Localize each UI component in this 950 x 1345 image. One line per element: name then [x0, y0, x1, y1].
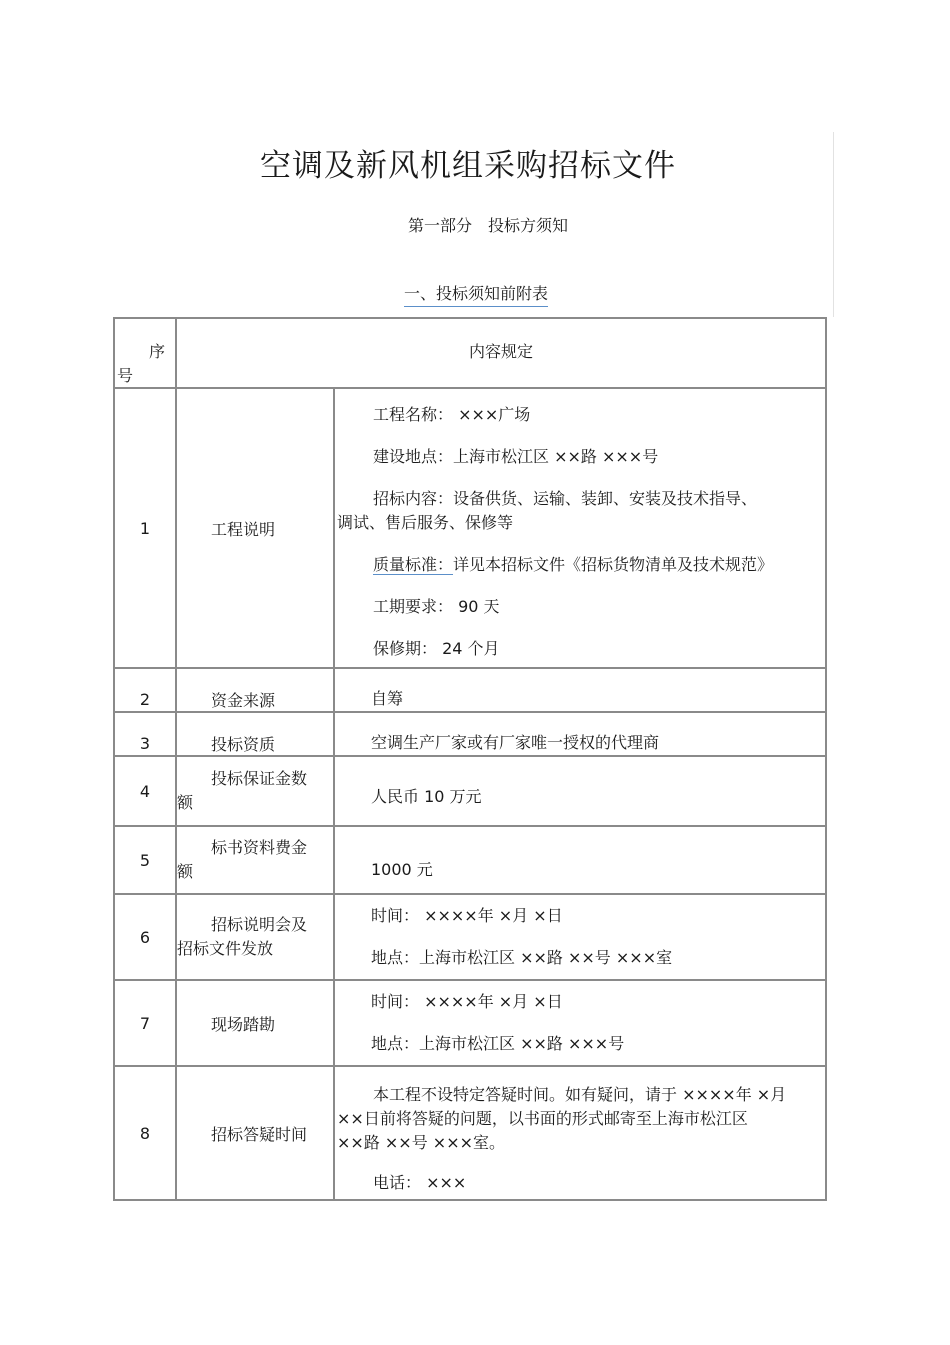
header-seq-1: 序	[149, 342, 166, 361]
header-seq-2: 号	[117, 366, 134, 385]
row-content	[334, 826, 826, 894]
content-line: 1000 元	[371, 860, 433, 879]
row-item	[176, 894, 334, 980]
content-line: 工程名称： ×××广场	[373, 405, 531, 424]
row-content	[334, 894, 826, 980]
row-number: 8	[114, 1066, 176, 1200]
table-row	[114, 1066, 826, 1200]
content-line: 自筹	[371, 689, 404, 708]
document-title: 空调及新风机组采购招标文件	[260, 148, 676, 184]
content-line: 招标内容：设备供货、运输、装卸、安装及技术指导、	[373, 489, 758, 508]
row-item-line: 招标文件发放	[177, 939, 274, 958]
header-seq-cell	[114, 318, 176, 388]
row-content	[334, 1066, 826, 1200]
content-line: 工期要求： 90 天	[373, 597, 500, 616]
row-item: 现场踏勘	[176, 980, 334, 1066]
quality-label: 质量标准：	[373, 555, 454, 574]
row-item-line: 投标保证金数	[211, 769, 308, 788]
content-line: ××路 ××号 ×××室。	[337, 1133, 506, 1152]
section-title: 一、投标须知前附表	[404, 281, 548, 307]
content-line: 时间： ××××年 ×月 ×日	[371, 906, 563, 925]
row-content	[334, 756, 826, 826]
row-number: 6	[114, 894, 176, 980]
table-header-row	[114, 318, 826, 388]
row-content	[334, 668, 826, 712]
content-line: 时间： ××××年 ×月 ×日	[371, 992, 563, 1011]
content-line: 调试、售后服务、保修等	[337, 513, 514, 532]
row-number: 5	[114, 826, 176, 894]
part-title: 第一部分 投标方须知	[407, 216, 568, 235]
row-number: 2	[114, 668, 176, 712]
content-line: ××日前将答疑的问题，以书面的形式邮寄至上海市松江区	[337, 1109, 748, 1128]
row-item: 招标答疑时间	[176, 1066, 334, 1200]
content-line: 保修期： 24 个月	[373, 639, 500, 658]
content-line: 地点：上海市松江区 ××路 ××号 ×××室	[371, 948, 673, 967]
header-content-cell: 内容规定	[176, 318, 826, 388]
content-line: 空调生产厂家或有厂家唯一授权的代理商	[371, 733, 660, 752]
content-line: 电话： ×××	[373, 1173, 467, 1192]
content-line: 本工程不设特定答疑时间。如有疑问，请于 ××××年 ×月	[373, 1085, 787, 1104]
table-row	[114, 980, 826, 1066]
table-row	[114, 668, 826, 712]
row-item-line: 额	[177, 793, 194, 812]
row-content	[334, 388, 826, 668]
quality-value: 详见本招标文件《招标货物清单及技术规范》	[453, 555, 774, 574]
table-row	[114, 826, 826, 894]
content-line-quality	[337, 553, 825, 577]
row-number: 3	[114, 712, 176, 756]
table-row	[114, 894, 826, 980]
table-row	[114, 712, 826, 756]
row-item	[176, 826, 334, 894]
row-number: 1	[114, 388, 176, 668]
row-content	[334, 712, 826, 756]
table-row	[114, 388, 826, 668]
content-line: 地点：上海市松江区 ××路 ×××号	[371, 1034, 625, 1053]
row-item	[176, 756, 334, 826]
content-line: 建设地点：上海市松江区 ××路 ×××号	[373, 447, 659, 466]
row-number: 4	[114, 756, 176, 826]
row-item: 工程说明	[176, 388, 334, 668]
row-item-line: 标书资料费金	[211, 838, 308, 857]
table-row	[114, 756, 826, 826]
row-item: 投标资质	[176, 712, 334, 756]
row-number: 7	[114, 980, 176, 1066]
row-item-line: 额	[177, 862, 194, 881]
bid-schedule-table	[113, 317, 827, 1201]
content-line: 人民币 10 万元	[371, 787, 482, 806]
row-item-line: 招标说明会及	[211, 915, 308, 934]
row-content	[334, 980, 826, 1066]
row-item: 资金来源	[176, 668, 334, 712]
